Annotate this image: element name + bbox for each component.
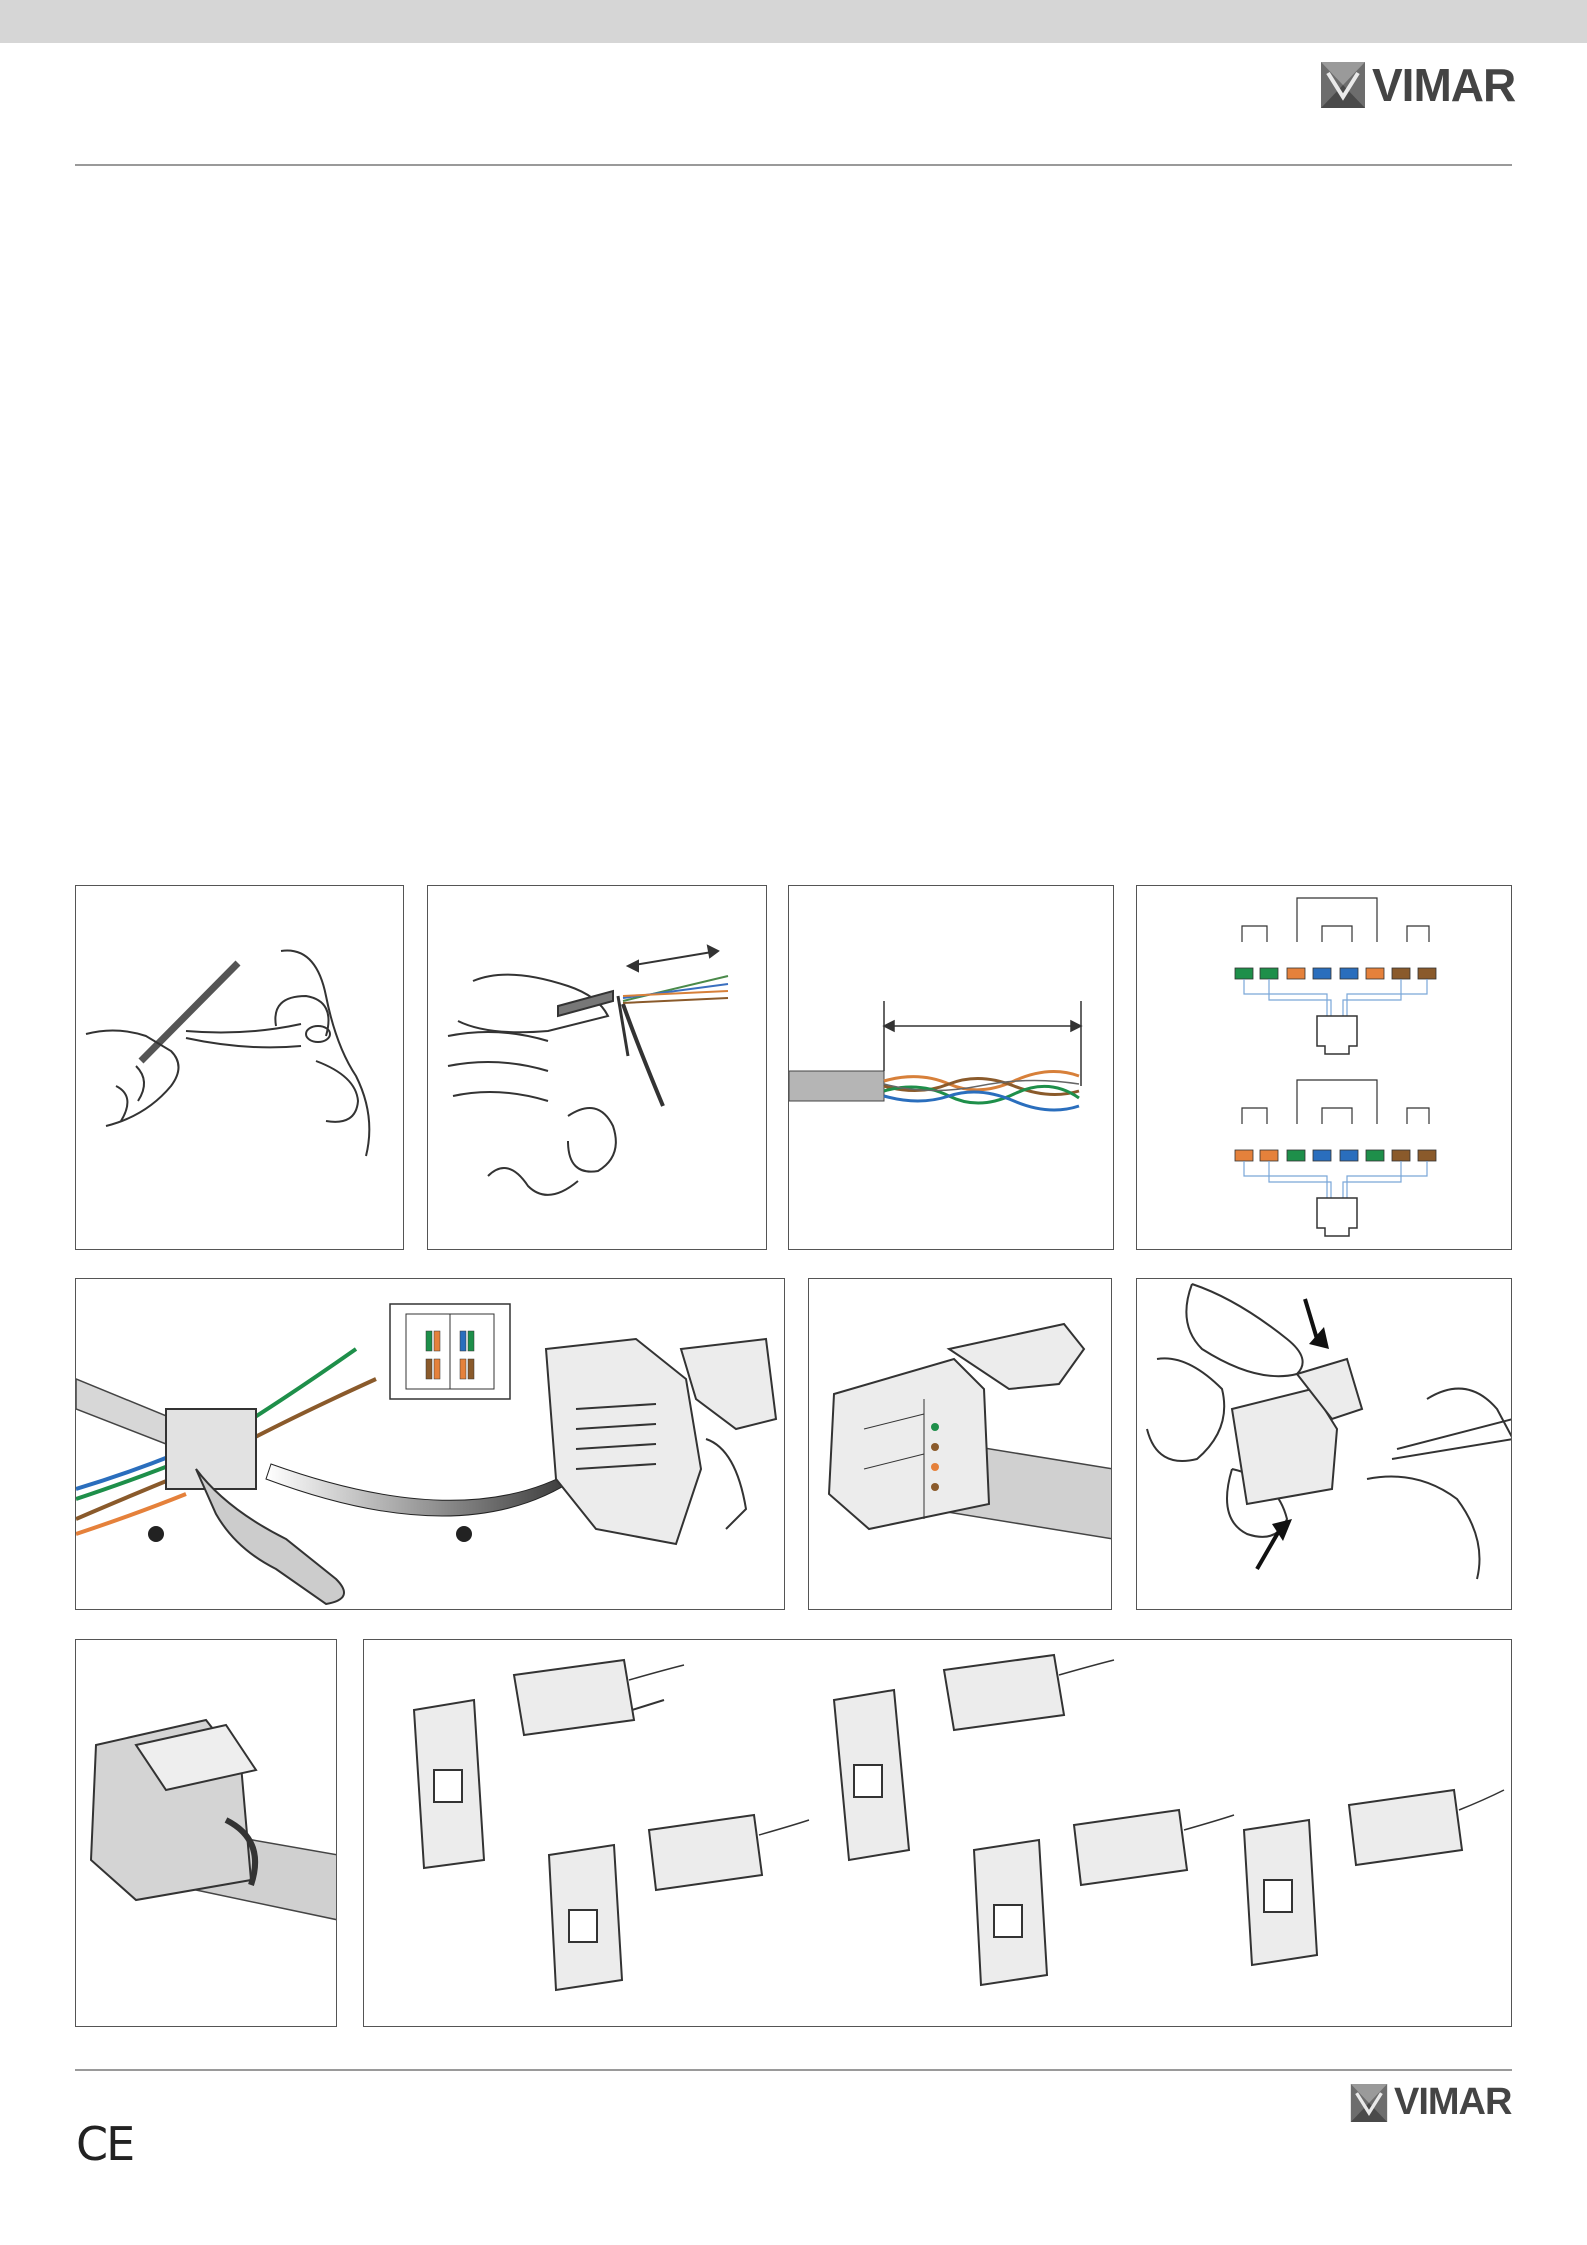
- fig-mounting-options: [363, 1639, 1512, 2027]
- fig-strip-sheath: [427, 885, 767, 1250]
- mounting-frames-illustration: [364, 1640, 1512, 2027]
- top-band: [0, 0, 1587, 43]
- wire-insertion-illustration: [76, 1279, 785, 1610]
- wired-connector-illustration: [809, 1279, 1112, 1610]
- footer-rule: [75, 2069, 1512, 2071]
- brand-name: VIMAR: [1372, 59, 1516, 111]
- fig-insert-wires: [75, 1278, 785, 1610]
- vimar-logo-icon: [1350, 2083, 1388, 2123]
- header-rule: [75, 164, 1512, 166]
- stripped-cable-length-illustration: [789, 886, 1114, 1250]
- vimar-logo-icon: [1320, 61, 1366, 109]
- fig-close-connector: [1136, 1278, 1512, 1610]
- closed-connector-illustration: [76, 1640, 337, 2027]
- footer-logo: [1350, 2081, 1511, 2124]
- fig-wired-connector: [808, 1278, 1112, 1610]
- fig-closed-connector: [75, 1639, 337, 2027]
- ce-mark: CE: [76, 2117, 134, 2171]
- press-close-connector-illustration: [1137, 1279, 1512, 1610]
- sheath-stripping-illustration: [428, 886, 767, 1250]
- brand-name: VIMAR: [1394, 2081, 1512, 2123]
- fig-strip-length: [788, 885, 1114, 1250]
- header-logo: [1320, 58, 1515, 112]
- fig-cut-cable: [75, 885, 404, 1250]
- fig-wiring-scheme: [1136, 885, 1512, 1250]
- t568a-t568b-wiring-diagram: [1137, 886, 1512, 1250]
- cable-cutting-illustration: [76, 886, 404, 1250]
